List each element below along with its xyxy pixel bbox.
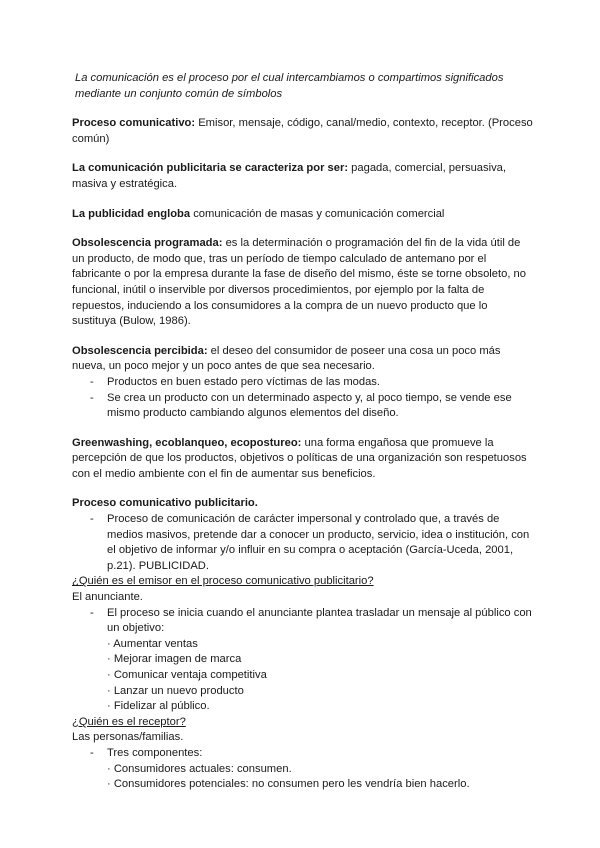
term: Greenwashing, ecoblanqueo, ecopostureo: <box>72 436 302 449</box>
answer-emisor: El anunciante. <box>72 591 143 604</box>
greenwashing <box>72 436 534 483</box>
term: La publicidad engloba <box>72 207 191 220</box>
term: Obsolescencia percibida: <box>72 344 208 357</box>
definition: es la determinación o programación del fin de la vida útil de un producto, de modo que, tras un período de tiempo calculado de antemano por el fabricante o por la empresa durante la fase de diseño del mismo, éste se torne obsoleto, no funcional, inútil o inservible por diversos procedimientos, por ejemplo por la falta de repuestos, induciendo a los consumidores a la compra de un nuevo producto que lo sustituya (Bulow, 1986). <box>72 237 526 328</box>
publicidad-engloba <box>72 207 534 223</box>
list-item: · Mejorar imagen de marca <box>107 653 242 666</box>
obsolescencia-programada <box>72 236 534 330</box>
receptor-list <box>72 746 534 793</box>
list-item: - Se crea un producto con un determinado aspecto y, al poco tiempo, se vende ese mismo producto cambiando algunos elementos del diseño. <box>90 391 512 420</box>
definition: pagada, comercial, persuasiva, masiva y estratégica. <box>72 162 507 190</box>
definition: comunicación de masas y comunicación comercial <box>190 207 445 220</box>
list-item: - Productos en buen estado pero víctimas de las modas. <box>72 375 534 391</box>
dash-bullet: - <box>90 746 94 759</box>
proceso-publicitario-heading: Proceso comunicativo publicitario. <box>72 497 258 510</box>
definition: el deseo del consumidor de poseer una cosa un poco más nueva, un poco mejor y un poco antes de que sea necesario. <box>72 344 501 373</box>
list-item: · Aumentar ventas <box>107 637 198 650</box>
list-item: · Comunicar ventaja competitiva <box>107 669 267 681</box>
publicitario-list <box>72 512 534 574</box>
list-item: · Consumidores actuales: consumen. <box>107 762 292 775</box>
componentes-list <box>107 762 534 793</box>
comunicacion-publicitaria <box>72 161 534 192</box>
dash-bullet: - <box>90 391 94 404</box>
dash-bullet: - <box>90 375 94 388</box>
percibida-list <box>72 375 534 422</box>
term: Obsolescencia programada: <box>72 237 223 250</box>
list-item: · Consumidores potenciales: no consumen pero les vendría bien hacerlo. <box>107 778 470 791</box>
proceso-comunicativo <box>72 116 534 147</box>
definition: una forma engañosa que promueve la percepción de que los productos, objetivos o políticas de una organización son respetuosos con el medio ambiente con el fin de aumentar sus beneficios. <box>72 436 527 480</box>
list-item: - Proceso de comunicación de carácter impersonal y controlado que, a través de medios masivos, pretende dar a conocer un producto, servicio, idea o institución, con el objetivo de informar y/o influir en su compra o aceptación (García-Uceda, 2001, p.21). PUBLICIDAD. <box>90 513 530 572</box>
question-receptor: ¿Quién es el receptor? <box>72 715 186 728</box>
list-item: - Tres componentes: · Consumidores actuales: consumen. · Consumidores potenciales: no consumen pero les vendría bien hacerlo. <box>72 746 534 793</box>
document-body <box>72 71 534 793</box>
intro-definition: La comunicación es el proceso por el cual intercambiamos o compartimos significados mediante un conjunto común de símbolos <box>75 72 504 100</box>
emisor-list <box>72 606 534 715</box>
objetivos-list <box>107 637 534 715</box>
dash-bullet: - <box>90 513 94 526</box>
list-item: - El proceso se inicia cuando el anunciante plantea trasladar un mensaje al público con un objetivo: · Aumentar ventas · Mejorar imagen de marca · Comunicar ventaja competitiva · Lanzar un nuevo producto · Fidelizar al público. <box>72 606 534 715</box>
definition: Emisor, mensaje, código, canal/medio, contexto, receptor. (Proceso común) <box>72 117 533 145</box>
answer-receptor: Las personas/familias. <box>72 731 184 744</box>
term: Proceso comunicativo: <box>72 117 196 130</box>
dash-bullet: - <box>90 606 94 619</box>
term: La comunicación publicitaria se caracteriza por ser: <box>72 162 349 175</box>
list-item: · Lanzar un nuevo producto <box>107 684 244 697</box>
question-emisor: ¿Quién es el emisor en el proceso comunicativo publicitario? <box>72 575 374 588</box>
obsolescencia-percibida <box>72 344 534 375</box>
list-item: · Fidelizar al público. <box>107 700 210 713</box>
